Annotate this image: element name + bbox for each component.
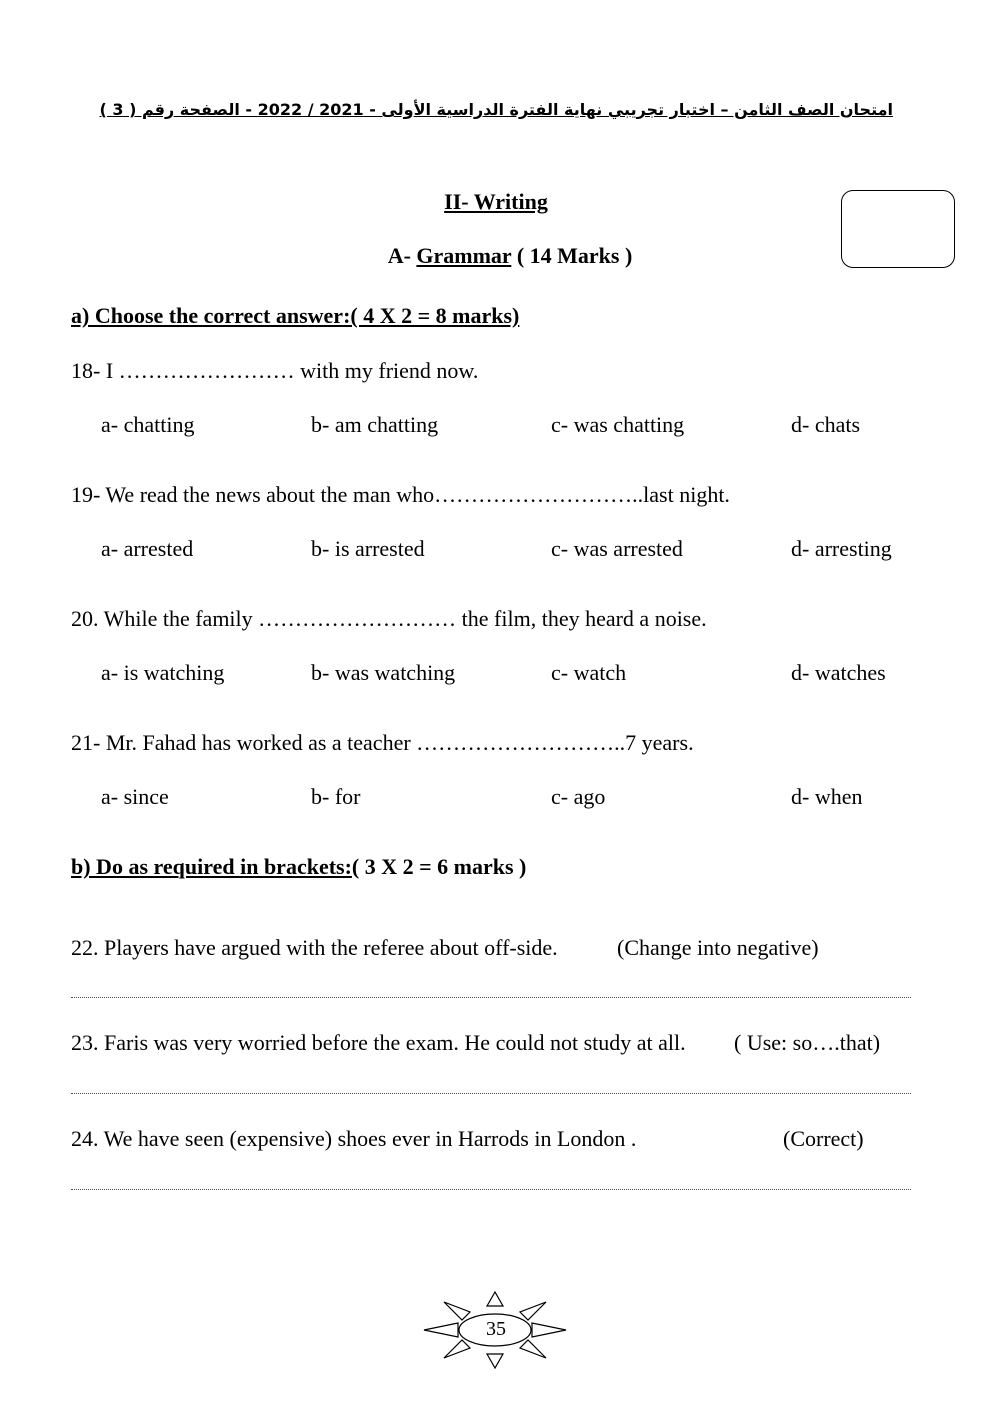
part-a-heading xyxy=(71,303,519,329)
question-19: 19- We read the news about the man who………………………..last night. xyxy=(71,482,730,507)
question-22-instruction: (Change into negative) xyxy=(617,935,819,960)
option-d[interactable]: d- arresting xyxy=(791,536,892,561)
options-19 xyxy=(101,536,931,564)
option-b[interactable]: b- am chatting xyxy=(311,412,439,437)
option-d[interactable]: d- watches xyxy=(791,660,886,685)
subsection-prefix: A- xyxy=(387,243,417,268)
options-21 xyxy=(101,784,931,812)
question-23-instruction: ( Use: so….that) xyxy=(734,1030,881,1055)
option-c[interactable]: c- was chatting xyxy=(551,412,685,437)
option-a[interactable]: a- since xyxy=(101,784,169,809)
exam-header: امتحان الصف الثامن – اختبار تجريبي نهاية الفترة الدراسية الأولى - 2021 / 2022 - الصفحة رقم ( 3 ) xyxy=(99,100,893,119)
score-box xyxy=(841,190,955,268)
option-a[interactable]: a- chatting xyxy=(101,412,195,437)
part-a-heading-text: a) Choose the correct answer: xyxy=(71,303,351,328)
section-title: II- Writing xyxy=(444,189,548,214)
option-a[interactable]: a- is watching xyxy=(101,660,225,685)
option-b[interactable]: b- was watching xyxy=(311,660,456,685)
options-20 xyxy=(101,660,931,688)
option-c[interactable]: c- ago xyxy=(551,784,606,809)
options-18 xyxy=(101,412,931,440)
question-23: 23. Faris was very worried before the exam. He could not study at all. xyxy=(71,1030,686,1055)
answer-line-23[interactable] xyxy=(71,1091,911,1094)
subsection-marks: ( 14 Marks ) xyxy=(511,243,633,268)
question-24-instruction: (Correct) xyxy=(783,1126,864,1151)
option-a[interactable]: a- arrested xyxy=(101,536,194,561)
option-b[interactable]: b- for xyxy=(311,784,361,809)
part-b-marks: ( 3 X 2 = 6 marks ) xyxy=(351,854,527,879)
question-20: 20. While the family ……………………… the film, they heard a noise. xyxy=(71,606,707,631)
answer-line-22[interactable] xyxy=(71,995,911,998)
option-b[interactable]: b- is arrested xyxy=(311,536,425,561)
question-21: 21- Mr. Fahad has worked as a teacher ………………………..7 years. xyxy=(71,730,694,755)
part-a-marks: ( 4 X 2 = 8 marks) xyxy=(350,303,520,328)
option-d[interactable]: d- when xyxy=(791,784,863,809)
question-18: 18- I …………………… with my friend now. xyxy=(71,358,479,383)
page-number: 35 xyxy=(486,1318,506,1340)
part-b-heading xyxy=(71,854,526,880)
option-c[interactable]: c- watch xyxy=(551,660,627,685)
question-24: 24. We have seen (expensive) shoes ever in Harrods in London . xyxy=(71,1126,637,1151)
option-d[interactable]: d- chats xyxy=(791,412,861,437)
part-b-heading-text: b) Do as required in brackets: xyxy=(71,854,352,879)
answer-line-24[interactable] xyxy=(71,1187,911,1190)
subsection-name: Grammar xyxy=(416,243,512,268)
question-22: 22. Players have argued with the referee about off-side. xyxy=(71,935,558,960)
option-c[interactable]: c- was arrested xyxy=(551,536,683,561)
